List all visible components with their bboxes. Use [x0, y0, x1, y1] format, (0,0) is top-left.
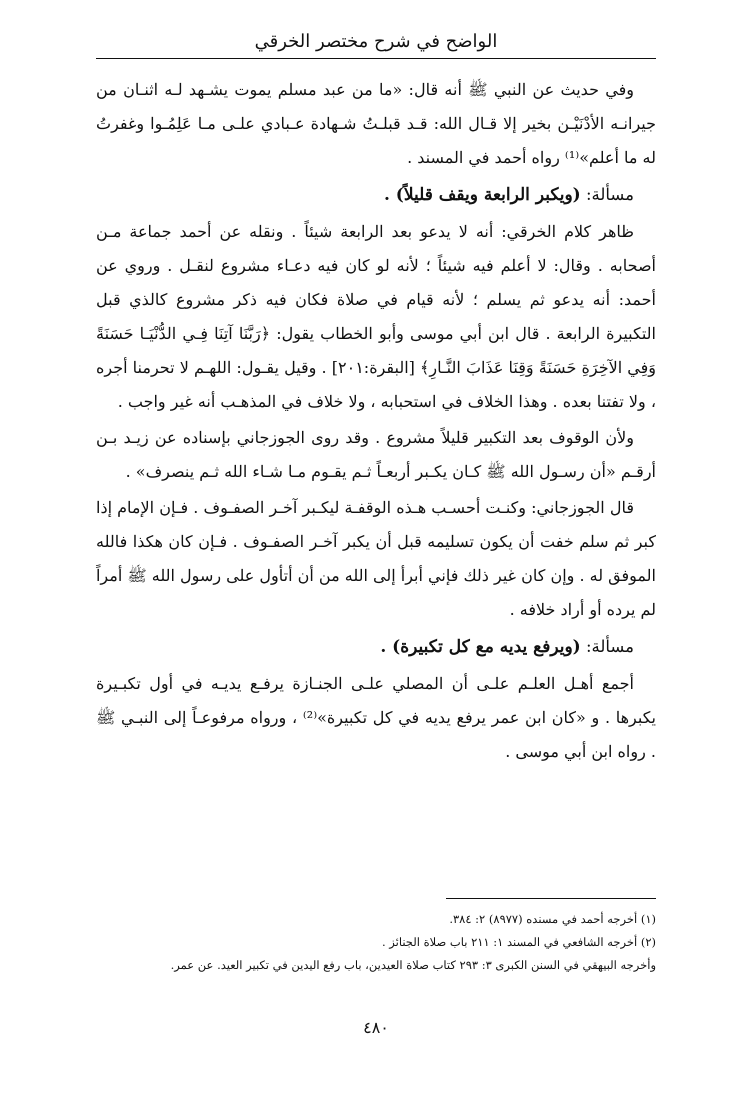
issue-label: مسألة:	[585, 637, 634, 656]
issue-text: (ويرفع يديه مع كل تكبيرة) .	[380, 637, 581, 657]
footnote-2: (٢) أخرجه الشافعي في المسند ١: ٢١١ باب صلاة الجنائز .	[381, 935, 656, 949]
paragraph-standing-after-takbir: ولأن الوقوف بعد التكبير قليلاً مشروع . وقد روى الجوزجاني بإسناده عن زيـد بـن أرقـم «أن رسـول الله ﷺ كـان يكـبر أربعـاً ثـم يقـوم مـا شـاء الله ثـم ينصرف» .	[96, 428, 656, 481]
issue-text: (ويكبر الرابعة ويقف قليلاً) .	[383, 185, 581, 205]
main-text	[96, 73, 656, 769]
footnotes	[96, 908, 656, 977]
paragraph-jawzajani: قال الجوزجاني: وكنـت أحسـب هـذه الوقفـة ليكـبر آخـر الصفـوف . فـإن الإمام إذا كبر ثم سلم خفت أن يكون تسليمه قبل أن يكبر آخـر الصفـوف . فـإن كان هكذا فالله الموفق له . وإن كان غير ذلك فإني أبرأ إلى الله من أن أتأول على رسول الله ﷺ أمراً لم يرده أو أراد خلافه .	[95, 498, 656, 619]
footnote-1: (١) أخرجه أحمد في مسنده (٨٩٧٧) ٢: ٣٨٤.	[449, 912, 656, 926]
paragraph-hadith: وفي حديث عن النبي ﷺ أنه قال: «ما من عبد مسلم يموت يشـهد لـه اثنـان من جيرانـه الأدْنَيْـن بخير إلا قـال الله: قـد قبلـتُ شـهادة عـبادي علـى مـا عَلِمُـوا وغفرتُ له ما أعلم»⁽¹⁾ رواه أحمد في المسند .	[96, 80, 656, 167]
footnote-divider	[446, 898, 656, 899]
issue-heading-raising-hands	[96, 629, 656, 665]
page-number: ٤٨٠	[363, 1018, 389, 1037]
footnote-2-continued: وأخرجه البيهقي في السنن الكبرى ٣: ٢٩٣ كتاب صلاة العيدين، باب رفع اليدين في تكبير العيد. عن عمر.	[170, 958, 656, 972]
running-head: الواضح في شرح مختصر الخرقي	[96, 28, 656, 59]
paragraph-kharqi-view: ظاهر كلام الخرقي: أنه لا يدعو بعد الرابعة شيئاً . ونقله عن أحمد جماعة مـن أصحابه . وقال: لا أعلم فيه شيئاً ؛ لأنه لو كان فيه دعـاء مشروع لنقـل . وروي عن أحمد: أنه يدعو ثم يسلم ؛ لأنه قيام في صلاة فكان فيه ذكر مشروع كالذي قبل التكبيرة الرابعة . قال ابن أبي موسى وأبو الخطاب يقول: ﴿رَبَّنَا آتِنَا فِـي الدُّنْيَـا حَسَنَةً وَفِي الآخِرَةِ حَسَنَةً وَقِنَا عَذَابَ النَّـارِ﴾ [البقرة:٢٠١] . وقيل يقـول: اللهـم لا تحرمنا أجره ، ولا تفتنا بعده . وهذا الخلاف في استحبابه ، ولا خلاف في المذهـب أنه غير واجب .	[96, 222, 656, 411]
book-page	[96, 28, 656, 1068]
paragraph-consensus: أجمع أهـل العلـم علـى أن المصلي علـى الجنـازة يرفـع يديـه في أول تكبـيرة يكبرها . و «كان ابن عمر يرفع يديه في كل تكبيرة»⁽²⁾ ، ورواه مرفوعـاً إلى النبـي ﷺ . رواه ابن أبي موسى .	[96, 674, 656, 761]
issue-label: مسألة:	[585, 185, 634, 204]
issue-heading-fourth-takbir	[96, 177, 656, 213]
